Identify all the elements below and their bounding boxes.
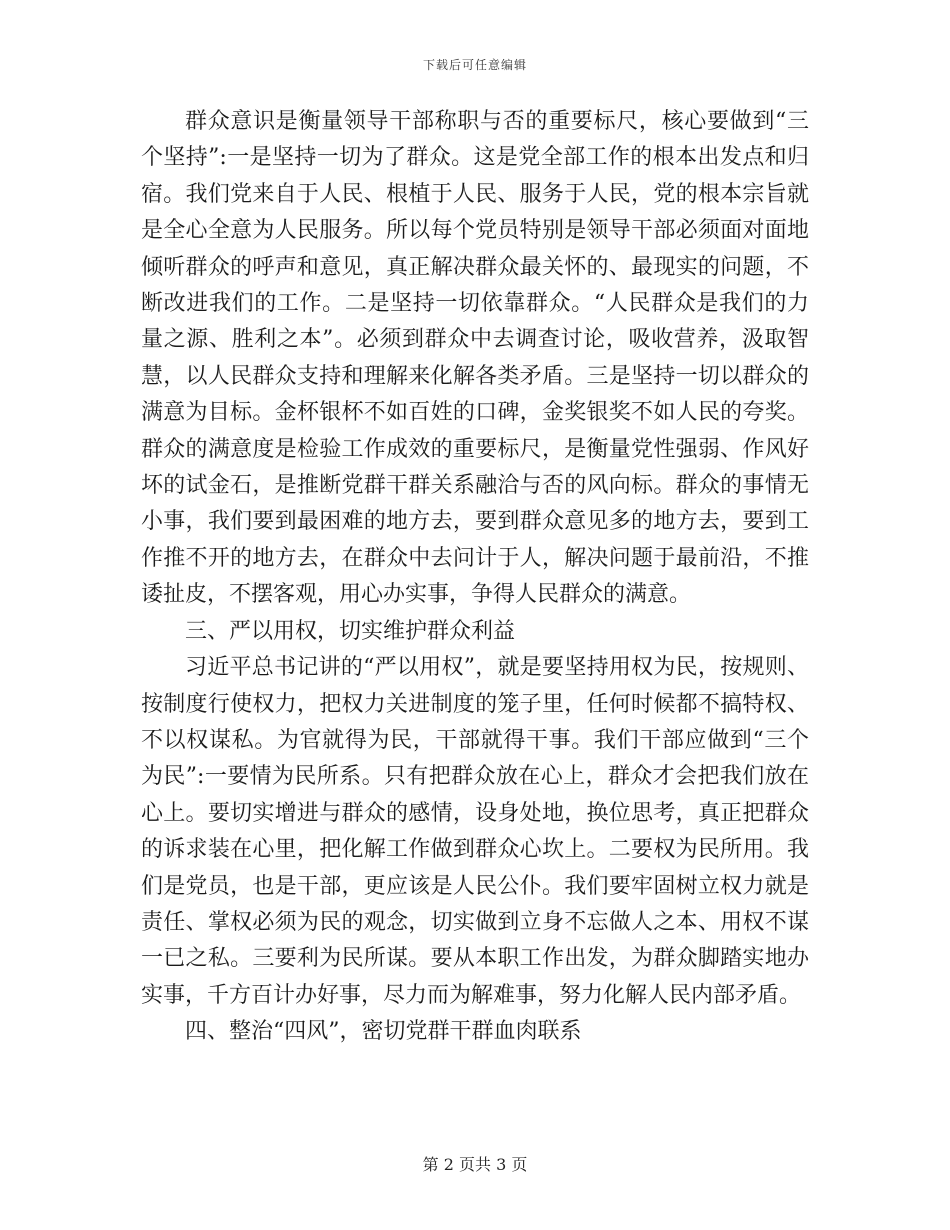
body-paragraph-use-power: 习近平总书记讲的“严以用权”，就是要坚持用权为民，按规则、按制度行使权力，把权力关进制度的笼子里，任何时候都不搞特权、不以权谋私。为官就得为民，干部就得干事。我们干部应做到“三个为民”:一要情为民所系。只有把群众放在心上，群众才会把我们放在心上。要切实增进与群众的感情，设身处地，换位思考，真正把群众的诉求装在心里，把化解工作做到群众心坎上。二要权为民所用。我们是党员，也是干部，更应该是人民公仆。我们要牢固树立权力就是责任、掌权必须为民的观念，切实做到立身不忘做人之本、用权不谋一已之私。三要利为民所谋。要从本职工作出发，为群众脚踏实地办实事，千方百计办好事，尽力而为解难事，努力化解人民内部矛盾。: [141, 655, 809, 1008]
body-paragraph-mass-awareness: 群众意识是衡量领导干部称职与否的重要标尺，核心要做到“三个坚持”:一是坚持一切为了群众。这是党全部工作的根本出发点和归宿。我们党来自于人民、根植于人民、服务于人民，党的根本宗旨就是全心全意为人民服务。所以每个党员特别是领导干部必须面对面地倾听群众的呼声和意见，真正解决群众最关怀的、最现实的问题，不断改进我们的工作。二是坚持一切依靠群众。“人民群众是我们的力量之源、胜利之本”。必须到群众中去调查讨论，吸收营养，汲取智慧，以人民群众支持和理解来化解各类矛盾。三是坚持一切以群众的满意为目标。金杯银杯不如百姓的口碑，金奖银奖不如人民的夸奖。群众的满意度是检验工作成效的重要标尺，是衡量党性强弱、作风好坏的试金石，是推断党群干群关系融洽与否的风向标。群众的事情无小事，我们要到最困难的地方去，要到群众意见多的地方去，要到工作推不开的地方去，在群众中去问计于人，解决问题于最前沿，不推诿扯皮，不摆客观，用心办实事，争得人民群众的满意。: [141, 109, 809, 608]
section-heading-use-power: 三、严以用权，切实维护群众利益: [185, 618, 516, 644]
document-body: [141, 104, 809, 1051]
section-heading-four-winds: 四、整治“四风”，密切党群干群血肉联系: [185, 1019, 582, 1045]
page-header-note: 下载后可任意编辑: [422, 58, 527, 72]
page-number: 第 2 页共 3 页: [422, 1155, 528, 1174]
